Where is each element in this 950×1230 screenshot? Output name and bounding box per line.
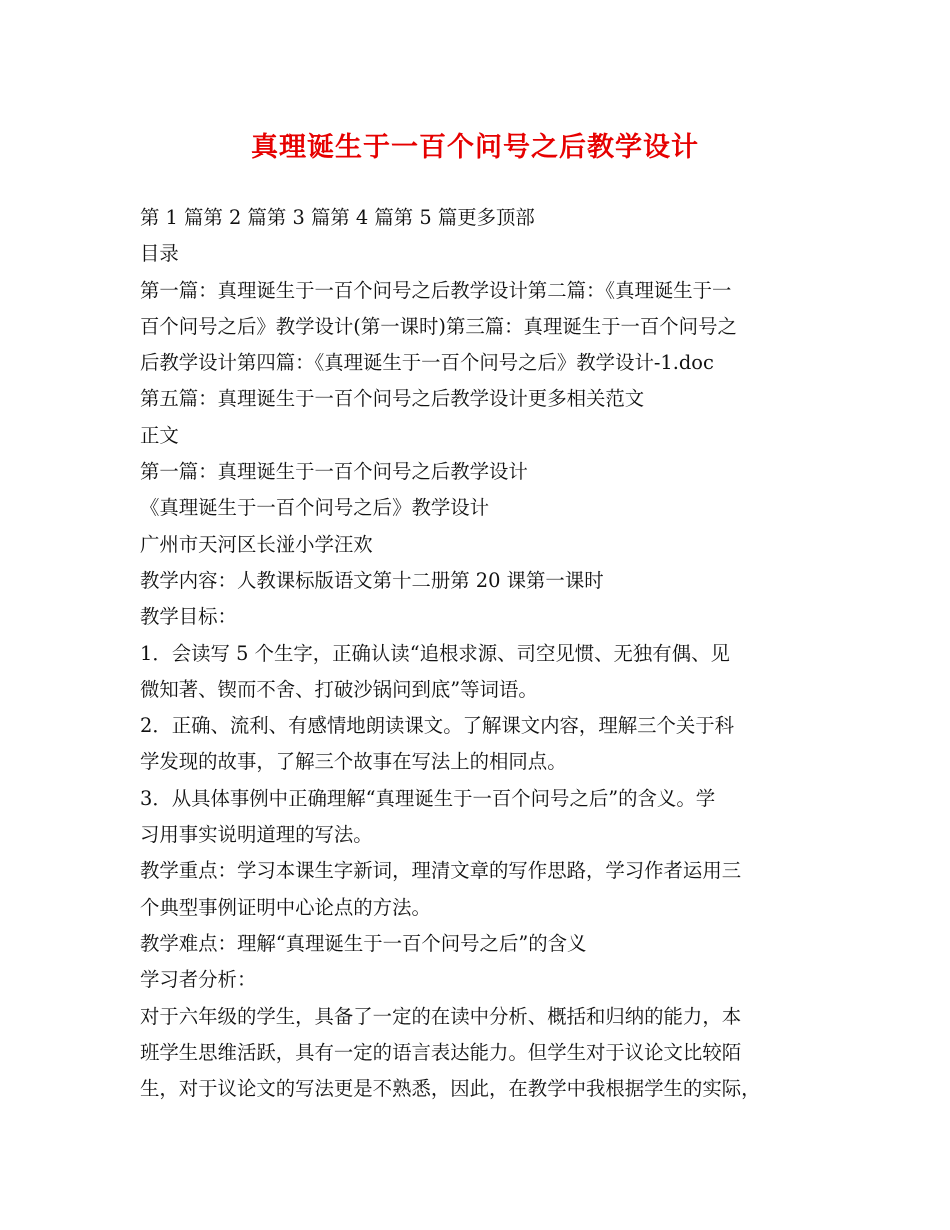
text-line: 1．会读写 5 个生字，正确认读“追根求源、司空见惯、无独有偶、见 [140, 641, 730, 665]
text-line: 正文 [140, 423, 179, 447]
text-line: 2．正确、流利、有感情地朗读课文。了解课文内容，理解三个关于科 [140, 714, 735, 738]
text-line: 个典型事例证明中心论点的方法。 [140, 895, 431, 919]
text-line: 学习者分析： [140, 968, 257, 992]
text-line: 生，对于议论文的写法更是不熟悉，因此，在教学中我根据学生的实际， [140, 1077, 761, 1101]
text-line: 目录 [140, 242, 179, 266]
text-line: 后教学设计第四篇：《真理诞生于一百个问号之后》教学设计-1.doc [140, 351, 714, 375]
document-body [140, 200, 820, 1107]
text-line: 教学难点：理解“真理诞生于一百个问号之后”的含义 [140, 931, 587, 955]
text-line: 教学重点：学习本课生字新词，理清文章的写作思路，学习作者运用三 [140, 859, 742, 883]
text-line: 教学内容：人教课标版语文第十二册第 20 课第一课时 [140, 568, 604, 592]
document-title: 真理诞生于一百个问号之后教学设计 [251, 132, 699, 163]
text-line: 习用事实说明道理的写法。 [140, 823, 373, 847]
text-line: 3．从具体事例中正确理解“真理诞生于一百个问号之后”的含义。学 [140, 786, 716, 810]
text-line: 教学目标： [140, 605, 237, 629]
text-line: 第一篇：真理诞生于一百个问号之后教学设计第二篇：《真理诞生于一 [140, 278, 732, 302]
text-line: 《真理诞生于一百个问号之后》教学设计 [140, 496, 490, 520]
text-line: 班学生思维活跃，具有一定的语言表达能力。但学生对于议论文比较陌 [140, 1040, 742, 1064]
text-line: 百个问号之后》教学设计(第一课时)第三篇：真理诞生于一百个问号之 [140, 314, 737, 338]
text-line: 第五篇：真理诞生于一百个问号之后教学设计更多相关范文 [140, 387, 645, 411]
text-line: 学发现的故事，了解三个故事在写法上的相同点。 [140, 750, 567, 774]
text-line: 对于六年级的学生，具备了一定的在读中分析、概括和归纳的能力，本 [140, 1004, 742, 1028]
text-line: 第一篇：真理诞生于一百个问号之后教学设计 [140, 460, 528, 484]
text-line: 第 1 篇第 2 篇第 3 篇第 4 篇第 5 篇更多顶部 [140, 206, 535, 229]
text-line: 广州市天河区长湴小学汪欢 [140, 532, 373, 556]
text-line: 微知著、锲而不舍、打破沙锅问到底”等词语。 [140, 677, 538, 701]
